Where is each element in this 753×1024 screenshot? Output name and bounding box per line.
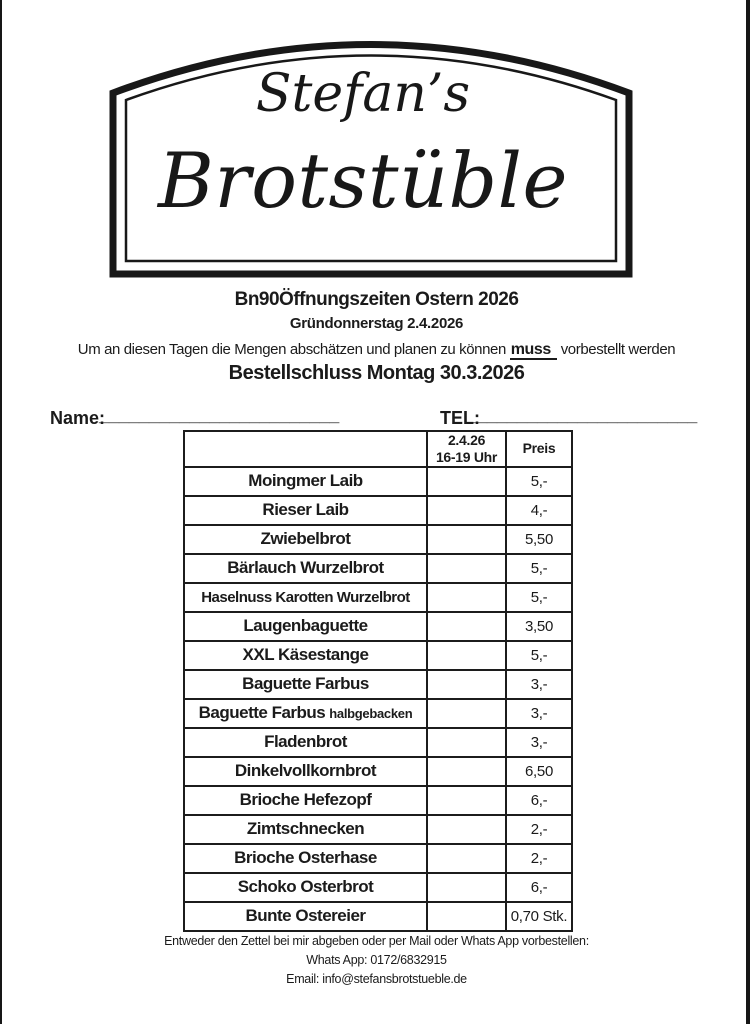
quantity-cell [427, 699, 506, 728]
notice-text-after: vorbestellt werden [556, 341, 676, 358]
quantity-cell [427, 641, 506, 670]
quantity-cell [427, 902, 506, 931]
product-name: Laugenbaguette [243, 616, 368, 636]
product-name: Baguette Farbus [198, 703, 326, 723]
price-cell: 6,- [506, 873, 572, 902]
date-line2: 16-19 Uhr [435, 448, 498, 465]
order-deadline: Bestellschluss Montag 30.3.2026 [228, 362, 525, 384]
product-name-cell [184, 902, 427, 931]
price-cell: 3,- [506, 670, 572, 699]
price-cell: 3,- [506, 699, 572, 728]
page-title: Bn90Öffnungszeiten Ostern 2026 [234, 289, 519, 310]
table-row [184, 641, 572, 670]
table-row [184, 699, 572, 728]
quantity-cell [427, 583, 506, 612]
price-cell: 2,- [506, 844, 572, 873]
preorder-notice [0, 341, 753, 359]
price-cell: 3,50 [506, 612, 572, 641]
table-row [184, 873, 572, 902]
product-name: Haselnuss Karotten Wurzelbrot [201, 588, 410, 606]
price-cell: 5,- [506, 583, 572, 612]
product-name: Bärlauch Wurzelbrot [227, 558, 384, 578]
product-name-cell [184, 525, 427, 554]
logo-brand-first-name: Stefan’s [255, 64, 471, 124]
table-row [184, 525, 572, 554]
product-name-cell [184, 612, 427, 641]
table-row [184, 612, 572, 641]
quantity-cell [427, 670, 506, 699]
product-name-cell [184, 699, 427, 728]
quantity-cell [427, 554, 506, 583]
product-name-cell [184, 786, 427, 815]
product-name-suffix: halbgebacken [329, 706, 413, 722]
product-name-cell [184, 641, 427, 670]
page-subtitle: Gründonnerstag 2.4.2026 [289, 315, 464, 332]
price-cell: 5,50 [506, 525, 572, 554]
product-name-cell [184, 583, 427, 612]
product-name-cell [184, 467, 427, 496]
name-label: Name: [50, 408, 106, 428]
product-name: Zimtschnecken [246, 819, 365, 839]
product-name: Brioche Osterhase [234, 848, 377, 868]
quantity-cell [427, 873, 506, 902]
quantity-cell [427, 496, 506, 525]
table-row [184, 844, 572, 873]
scan-edge-left [0, 0, 2, 1024]
product-name-cell [184, 554, 427, 583]
date-line1: 2.4.26 [447, 432, 486, 448]
table-row [184, 815, 572, 844]
table-row [184, 728, 572, 757]
price-cell: 6,50 [506, 757, 572, 786]
product-name: Baguette Farbus [242, 674, 369, 694]
logo-brand-word: Brotstüble [158, 136, 568, 225]
table-row [184, 467, 572, 496]
price-cell: 4,- [506, 496, 572, 525]
order-table [183, 430, 573, 932]
product-name-cell [184, 844, 427, 873]
product-name: Bunte Ostereier [245, 906, 366, 926]
product-name: Brioche Hefezopf [239, 790, 372, 810]
name-blank-line: ________________________ [99, 405, 340, 425]
table-row [184, 757, 572, 786]
price-cell: 2,- [506, 815, 572, 844]
price-cell: 5,- [506, 641, 572, 670]
quantity-cell [427, 815, 506, 844]
product-name: Moingmer Laib [248, 471, 363, 491]
table-row [184, 583, 572, 612]
footer-email: Email: info@stefansbrotstueble.de [286, 972, 467, 986]
notice-text-before: Um an diesen Tagen die Mengen abschätzen und planen zu können [77, 341, 510, 358]
product-name-cell [184, 815, 427, 844]
price-cell: 6,- [506, 786, 572, 815]
product-name: XXL Käsestange [242, 645, 369, 665]
product-name-cell [184, 496, 427, 525]
table-header-row [184, 431, 572, 467]
quantity-cell [427, 728, 506, 757]
product-name: Dinkelvollkornbrot [234, 761, 377, 781]
quantity-cell [427, 757, 506, 786]
product-name: Schoko Osterbrot [237, 877, 374, 897]
date-column-header [427, 431, 506, 467]
footer-whatsapp: Whats App: 0172/6832915 [306, 953, 447, 967]
product-name: Zwiebelbrot [260, 529, 351, 549]
product-name-cell [184, 757, 427, 786]
product-name-cell [184, 670, 427, 699]
table-row [184, 554, 572, 583]
quantity-cell [427, 844, 506, 873]
quantity-cell [427, 612, 506, 641]
table-row [184, 902, 572, 931]
price-cell: 5,- [506, 467, 572, 496]
table-row [184, 496, 572, 525]
price-column-header: Preis [506, 431, 572, 467]
table-row [184, 786, 572, 815]
table-row [184, 670, 572, 699]
product-name: Rieser Laib [262, 500, 349, 520]
product-name-cell [184, 873, 427, 902]
bakery-logo [101, 38, 641, 280]
quantity-cell [427, 786, 506, 815]
price-cell: 0,70 Stk. [506, 902, 572, 931]
quantity-cell [427, 467, 506, 496]
scan-edge-right [746, 0, 750, 1024]
footer-instruction: Entweder den Zettel bei mir abgeben oder per Mail oder Whats App vorbestellen: [164, 934, 589, 948]
quantity-cell [427, 525, 506, 554]
price-cell: 3,- [506, 728, 572, 757]
price-cell: 5,- [506, 554, 572, 583]
product-name-cell [184, 728, 427, 757]
tel-blank-line: _______________________ [467, 405, 698, 425]
tel-label: TEL: [440, 408, 480, 428]
product-column-header [184, 431, 427, 467]
notice-emphasis: muss [510, 341, 557, 360]
product-name: Fladenbrot [264, 732, 347, 752]
